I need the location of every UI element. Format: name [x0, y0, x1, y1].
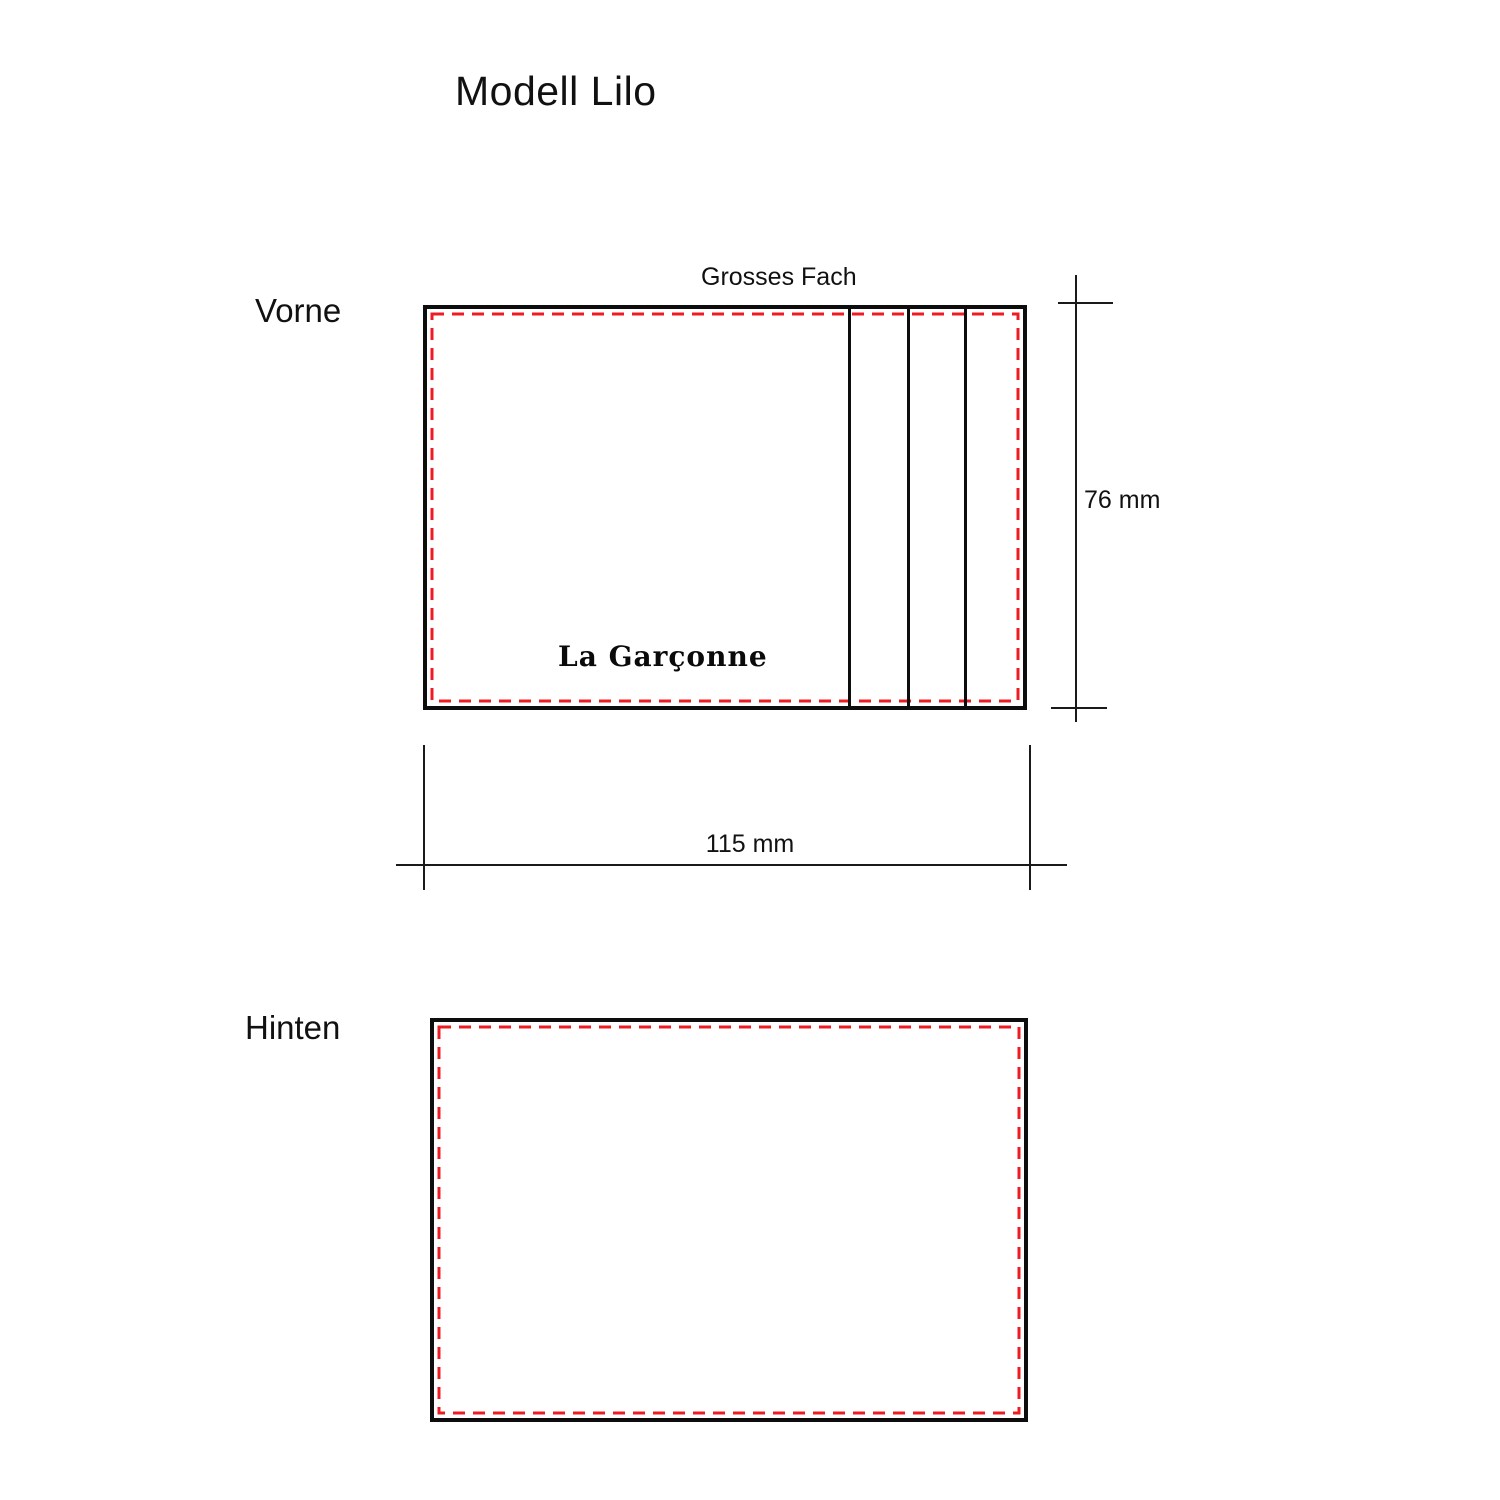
width-dimension-label: 115 mm [705, 830, 795, 858]
height-dimension-line [1075, 275, 1077, 722]
card-slot-divider-1 [848, 309, 851, 706]
width-dimension-line [396, 864, 1067, 866]
stitch-line [439, 1027, 1019, 1413]
front-panel [423, 305, 1027, 710]
brand-text: La Garçonne [558, 640, 768, 673]
front-pocket-label: Grosses Fach [701, 263, 857, 291]
card-slot-divider-3 [964, 309, 967, 706]
height-dimension-label: 76 mm [1084, 486, 1161, 514]
height-dimension-tick-top [1058, 302, 1113, 304]
width-dimension-tick-left [423, 745, 425, 890]
back-stitch-line [434, 1022, 1024, 1418]
card-slot-divider-2 [907, 309, 910, 706]
back-panel [430, 1018, 1028, 1422]
height-dimension-tick-bottom [1051, 707, 1107, 709]
back-view-label: Hinten [245, 1009, 341, 1046]
page-title: Modell Lilo [455, 68, 657, 114]
front-view-label: Vorne [255, 292, 342, 329]
width-dimension-tick-right [1029, 745, 1031, 890]
